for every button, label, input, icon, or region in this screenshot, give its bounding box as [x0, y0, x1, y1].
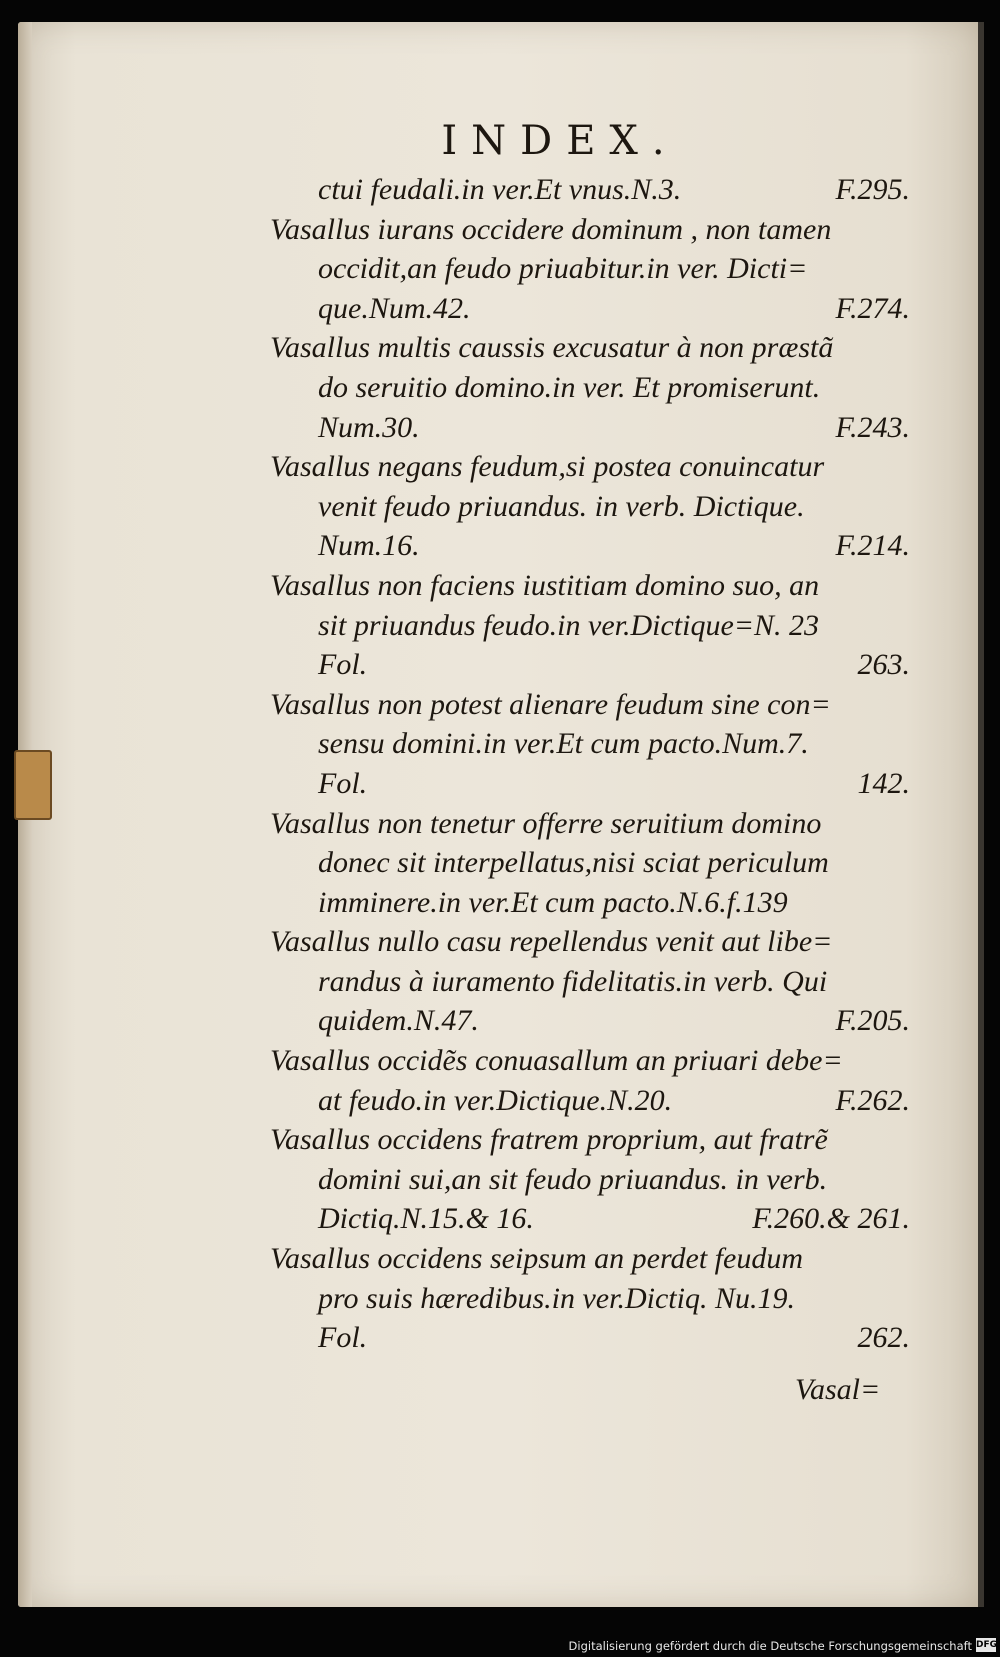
index-line-text: Num.30.: [318, 410, 420, 444]
index-line: [270, 1239, 910, 1279]
index-entries: [270, 170, 910, 1358]
index-line: [270, 1318, 910, 1358]
folio-reference: F.243.: [835, 410, 910, 444]
folio-reference: 142.: [857, 766, 910, 800]
folio-reference: 263.: [857, 648, 910, 682]
index-line: [270, 843, 910, 883]
index-line: [270, 685, 910, 725]
index-line-text: occidit,an feudo priuabitur.in ver. Dicti=: [318, 252, 808, 286]
index-line-text: at feudo.in ver.Dictique.N.20.: [318, 1083, 673, 1117]
index-line: [270, 883, 910, 923]
index-line-text: Num.16.: [318, 529, 420, 563]
index-line: [270, 249, 910, 289]
folio-reference: F.274.: [835, 291, 910, 325]
index-line: [270, 447, 910, 487]
index-line: [270, 724, 910, 764]
folio-reference: 262.: [857, 1321, 910, 1355]
index-line-text: Vasallus non tenetur offerre seruitium domino: [270, 806, 822, 840]
index-line-text: Fol.: [318, 648, 368, 682]
index-line: [270, 645, 910, 685]
index-line-text: ctui feudali.in ver.Et vnus.N.3.: [318, 173, 682, 206]
index-line: [270, 962, 910, 1002]
index-line-text: Vasallus occidens seipsum an perdet feudum: [270, 1242, 803, 1276]
index-line-text: sit priuandus feudo.in ver.Dictique=N. 23: [318, 608, 820, 642]
index-line: [270, 1160, 910, 1200]
index-line: [270, 210, 910, 250]
index-line: [270, 1001, 910, 1041]
index-line: [270, 289, 910, 329]
index-line-text: sensu domini.in ver.Et cum pacto.Num.7.: [318, 727, 809, 761]
paper-tab-mark: [14, 750, 52, 820]
index-line-text: Dictiq.N.15.& 16.: [318, 1202, 534, 1236]
index-line-text: donec sit interpellatus,nisi sciat periculum: [318, 846, 829, 880]
index-line-text: domini sui,an sit feudo priuandus. in verb.: [318, 1162, 828, 1196]
index-line: [270, 1279, 910, 1319]
index-line-text: Fol.: [318, 1321, 368, 1355]
index-line: [270, 487, 910, 527]
index-line: [270, 170, 910, 210]
index-line-text: randus à iuramento fidelitatis.in verb. Qui: [318, 964, 828, 998]
index-line: [270, 764, 910, 804]
index-line: [270, 526, 910, 566]
index-line-text: Vasallus non potest alienare feudum sine con=: [270, 687, 831, 721]
index-line: [270, 328, 910, 368]
folio-reference: F.262.: [835, 1083, 910, 1117]
binding-edge: [978, 22, 984, 1607]
index-line: [270, 1041, 910, 1081]
index-line: [270, 922, 910, 962]
index-line-text: Vasallus multis caussis excusatur à non præstã: [270, 331, 834, 365]
footer-credit: Digitalisierung gefördert durch die Deutsche Forschungsgemeinschaft: [568, 1639, 972, 1653]
folio-reference: F.214.: [835, 529, 910, 563]
dfg-logo: DFG: [976, 1640, 998, 1650]
index-line-text: imminere.in ver.Et cum pacto.N.6.f.139: [318, 885, 788, 919]
index-line-text: venit feudo priuandus. in verb. Dictique.: [318, 489, 805, 523]
index-line-text: Vasallus occidẽs conuasallum an priuari debe=: [270, 1044, 843, 1078]
index-line: [270, 368, 910, 408]
folio-reference: F.295.: [835, 173, 910, 206]
page-header: INDEX.: [441, 118, 679, 164]
folio-reference: F.260.& 261.: [752, 1202, 910, 1236]
index-line-text: quidem.N.47.: [318, 1004, 479, 1038]
index-line: [270, 408, 910, 448]
index-line-text: do seruitio domino.in ver. Et promiserunt.: [318, 370, 821, 404]
index-line: [270, 1081, 910, 1121]
index-line-text: Vasallus nullo casu repellendus venit aut libe=: [270, 925, 833, 959]
index-line-text: Vasallus occidens fratrem proprium, aut fratrẽ: [270, 1123, 828, 1157]
folio-reference: F.205.: [835, 1004, 910, 1038]
index-line: [270, 606, 910, 646]
catchword: Vasal=: [795, 1373, 881, 1406]
index-line: [270, 804, 910, 844]
index-line-text: Vasallus iurans occidere dominum , non tamen: [270, 212, 832, 246]
index-line-text: pro suis hæredibus.in ver.Dictiq. Nu.19.: [318, 1281, 795, 1315]
index-line-text: Vasallus non faciens iustitiam domino suo, an: [270, 568, 820, 602]
index-line-text: Fol.: [318, 766, 368, 800]
index-line-text: que.Num.42.: [318, 291, 471, 325]
index-line-text: Vasallus negans feudum,si postea conuincatur: [270, 450, 825, 484]
index-line: [270, 566, 910, 606]
index-line: [270, 1199, 910, 1239]
index-line: [270, 1120, 910, 1160]
